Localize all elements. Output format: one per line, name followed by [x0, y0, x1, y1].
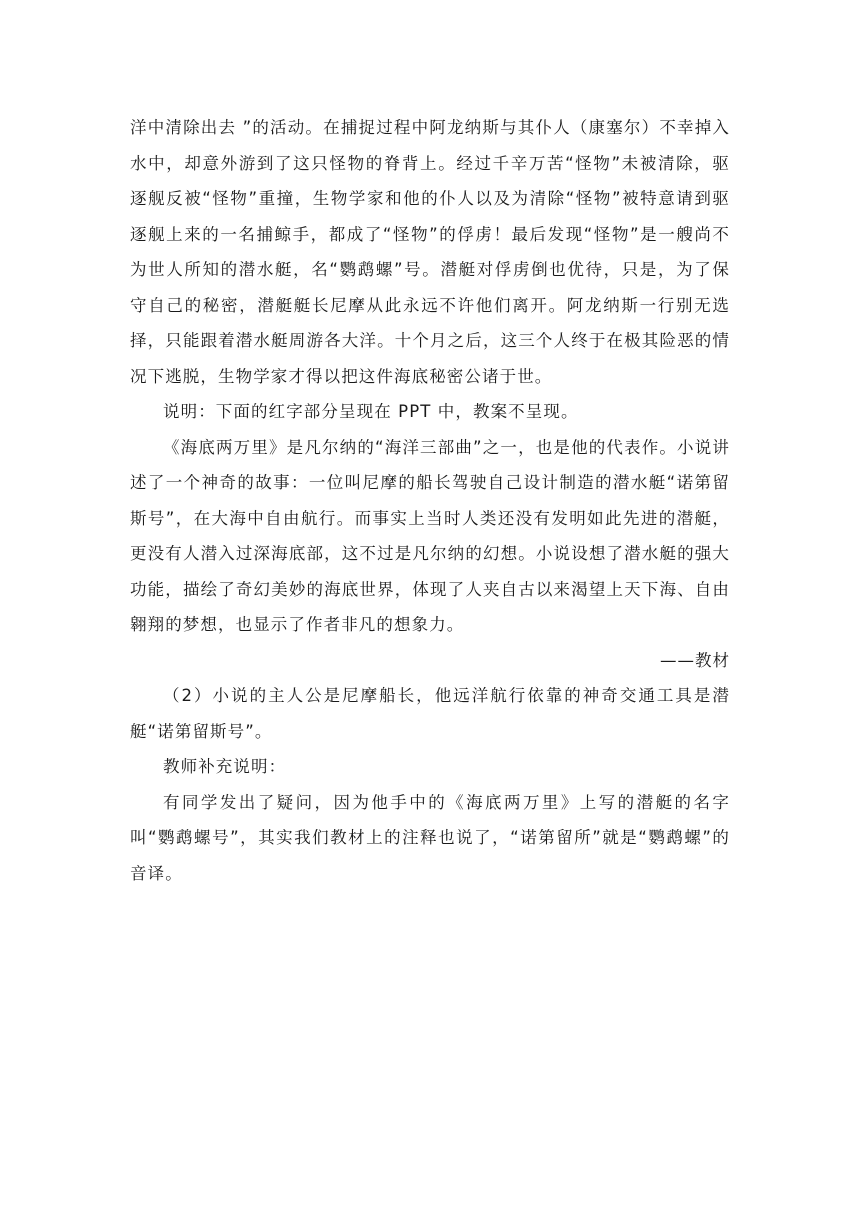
teacher-note-paragraph: 有同学发出了疑问，因为他手中的《海底两万里》上写的潜艇的名字叫“鹦鹉螺号”，其实我们教材上的注释也说了，“诺第留所”就是“鹦鹉螺”的音译。 — [130, 792, 730, 883]
story-summary-paragraph: 洋中清除出去 ”的活动。在捕捉过程中阿龙纳斯与其仆人（康塞尔）不幸掉入水中，却意外游到了这只怪物的脊背上。经过千辛万苦“怪物”未被清除，驱逐舰反被“怪物”重撞，生物学家和他的仆人以及为清除“怪物”被特意请到驱逐舰上来的一名捕鲸手，都成了“怪物”的俘虏！最后发现“怪物”是一艘尚不为世人所知的潜水艇，名“鹦鹉螺”号。潜艇对俘虏倒也优待，只是，为了保守自己的秘密，潜艇艇长尼摩从此永远不许他们离开。阿龙纳斯一行别无选择，只能跟着潜水艇周游各大洋。十个月之后，这三个人终于在极其险恶的情况下逃脱，生物学家才得以把这件海底秘密公诸于世。 — [130, 118, 730, 386]
source-attribution: ——教材 — [660, 650, 730, 670]
teacher-note-heading: 教师补充说明： — [163, 757, 287, 776]
novel-intro-paragraph: 《海底两万里》是凡尔纳的“海洋三部曲”之一，也是他的代表作。小说讲述了一个神奇的故事：一位叫尼摩的船长驾驶自己设计制造的潜水艇“诺第留斯号”，在大海中自由航行。而事实上当时人类还没有发明如此先进的潜艇，更没有人潜入过深海底部，这不过是凡尔纳的幻想。小说设想了潜水艇的强大功能，描绘了奇幻美妙的海底世界，体现了人夹自古以来渴望上天下海、自由翱翔的梦想，也显示了作者非凡的想象力。 — [130, 437, 730, 634]
ppt-note-paragraph: 说明：下面的红字部分呈现在 PPT 中，教案不呈现。 — [163, 402, 579, 421]
document-body — [130, 110, 730, 891]
question-answer-paragraph: （2）小说的主人公是尼摩船长，他远洋航行依靠的神奇交通工具是潜艇“诺第留斯号”。 — [130, 686, 730, 741]
